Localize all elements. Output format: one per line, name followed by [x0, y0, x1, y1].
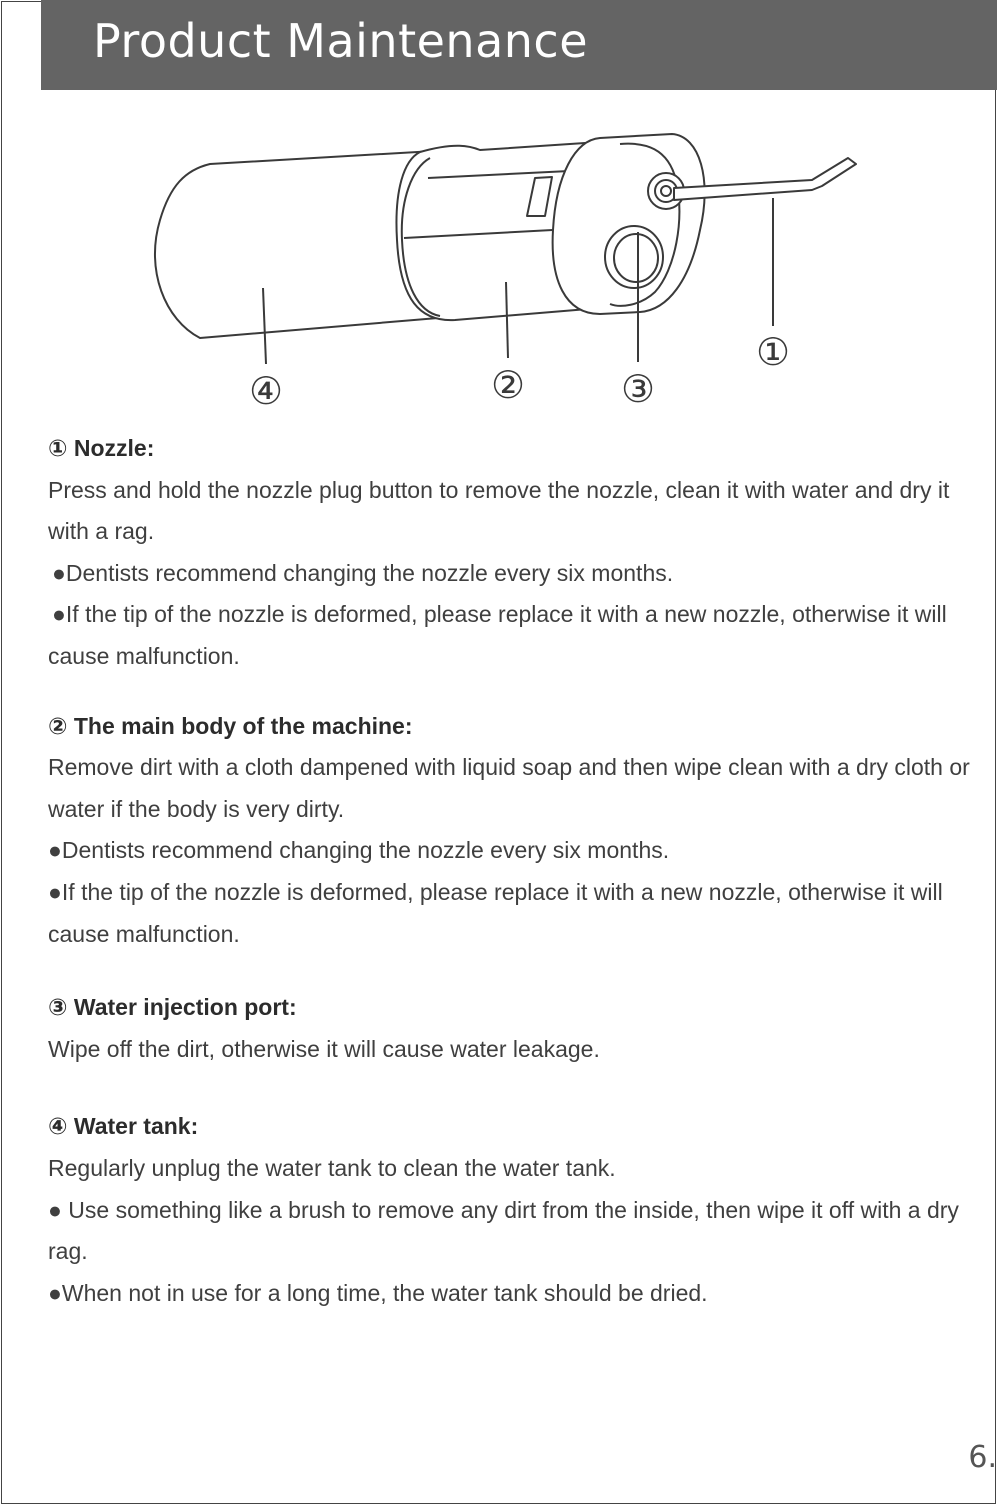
section-nozzle — [48, 428, 988, 678]
bullet-item: ●When not in use for a long time, the water tank should be dried. — [48, 1279, 708, 1306]
bullet-item: ● Use something like a brush to remove any dirt from the inside, then wipe it off with a dry rag. — [48, 1196, 959, 1265]
section-paragraph: Wipe off the dirt, otherwise it will cause water leakage. — [48, 1035, 600, 1062]
callout-main-body: ② — [490, 363, 526, 407]
section-injection-port — [48, 987, 988, 1070]
header-bar — [41, 0, 997, 90]
section-paragraph: Regularly unplug the water tank to clean the water tank. — [48, 1154, 616, 1181]
bullet-item: ●Dentists recommend changing the nozzle every six months. — [52, 559, 674, 586]
bullet-item: ●Dentists recommend changing the nozzle every six months. — [48, 837, 670, 864]
section-title: ④ Water tank: — [48, 1113, 199, 1140]
section-paragraph: Remove dirt with a cloth dampened with liquid soap and then wipe clean with a dry cloth or water if the body is very dirty. — [48, 754, 970, 822]
callout-nozzle: ① — [755, 330, 791, 374]
callout-injection-port: ③ — [620, 367, 656, 411]
page-number: 6. — [968, 1440, 997, 1475]
section-water-tank — [48, 1106, 988, 1314]
bullet-item: ●If the tip of the nozzle is deformed, please replace it with a new nozzle, otherwise it will cause malfunction. — [48, 878, 943, 947]
page-title: Product Maintenance — [93, 14, 589, 68]
section-title: ③ Water injection port: — [48, 994, 297, 1021]
maintenance-content — [48, 428, 988, 1314]
product-diagram — [0, 120, 999, 420]
bullet-item: ●If the tip of the nozzle is deformed, please replace it with a new nozzle, otherwise it will cause malfunction. — [48, 601, 947, 669]
section-title: ② The main body of the machine: — [48, 712, 413, 739]
section-main-body — [48, 706, 988, 956]
section-title: ① Nozzle: — [48, 435, 155, 461]
section-paragraph: Press and hold the nozzle plug button to remove the nozzle, clean it with water and dry it with a rag. — [48, 476, 950, 545]
callout-water-tank: ④ — [248, 369, 284, 413]
